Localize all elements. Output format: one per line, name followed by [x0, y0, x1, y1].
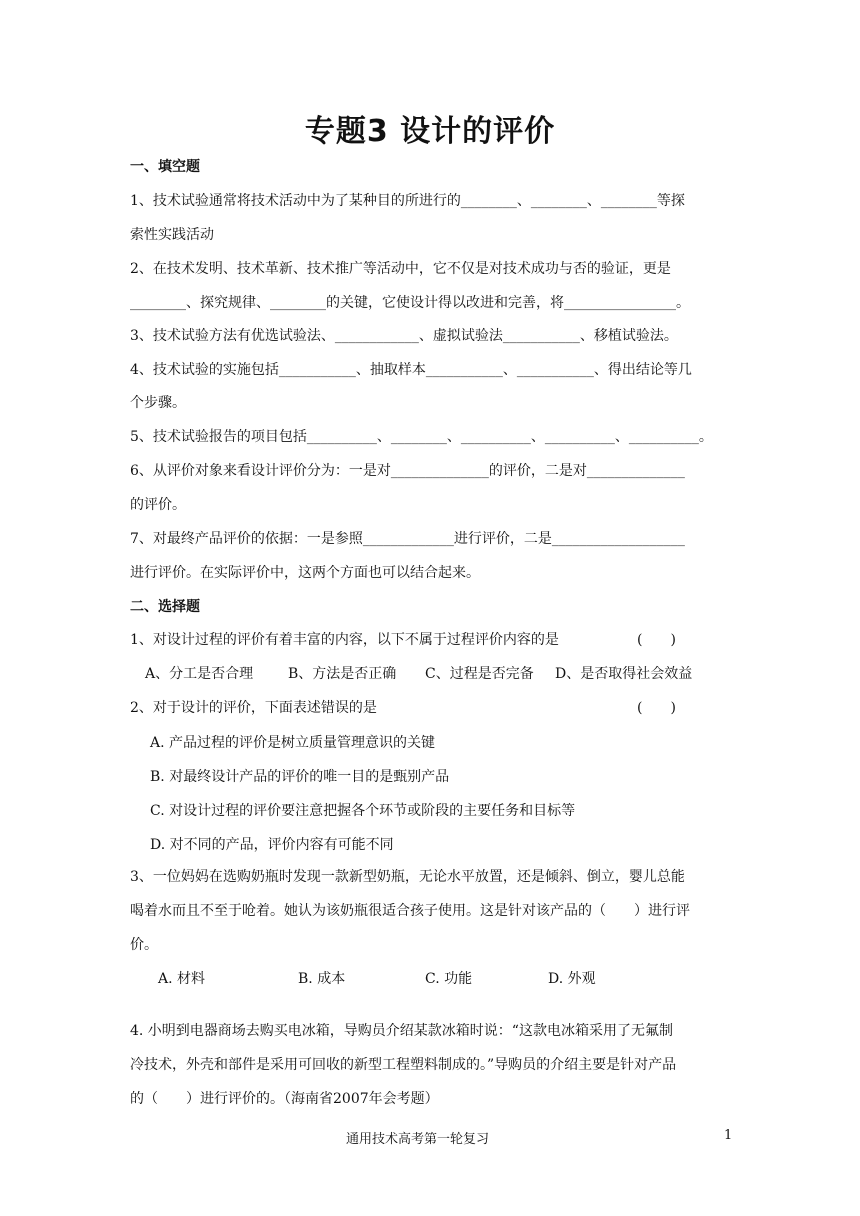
option-a: A. 产品过程的评价是树立质量管理意识的关键 [150, 735, 436, 751]
answer-paren: ( ) [637, 700, 676, 716]
option-b: B. 对最终设计产品的评价的唯一目的是甄别产品 [150, 769, 450, 785]
question-line: ________、探究规律、________的关键，它使设计得以改进和完善，将________________。 [130, 295, 690, 311]
option-c: C、过程是否完备 [425, 666, 534, 682]
option-d: D、是否取得社会效益 [555, 666, 693, 682]
option-c: C. 功能 [425, 971, 473, 987]
question-line: 1、技术试验通常将技术活动中为了某种目的所进行的________、________、________等探 [130, 193, 685, 209]
section-heading-fill-blank: 一、填空题 [130, 159, 200, 175]
option-a: A、分工是否合理 [145, 666, 254, 682]
option-d: D. 外观 [548, 971, 596, 987]
footer-text: 通用技术高考第一轮复习 [346, 1132, 490, 1147]
question-4-line: 4. 小明到电器商场去购买电冰箱，导购员介绍某款冰箱时说：“这款电冰箱采用了无氟制 [130, 1023, 673, 1039]
option-b: B、方法是否正确 [288, 666, 397, 682]
option-d: D. 对不同的产品，评价内容有可能不同 [150, 837, 394, 853]
option-c: C. 对设计过程的评价要注意把握各个环节或阶段的主要任务和目标等 [150, 803, 576, 819]
question-4-line: 的（ ）进行评价的。（海南省2007年会考题） [130, 1091, 439, 1107]
option-a: A. 材料 [158, 971, 206, 987]
question-line: 5、技术试验报告的项目包括__________、________、__________、__________、__________。 [130, 429, 713, 445]
question-line: 7、对最终产品评价的依据：一是参照_____________进行评价，二是___________________ [130, 531, 685, 547]
question-line: 2、在技术发明、技术革新、技术推广等活动中，它不仅是对技术成功与否的验证，更是 [130, 261, 671, 277]
question-line: 的评价。 [130, 497, 186, 513]
answer-paren: ( ) [637, 632, 676, 648]
question-line: 3、技术试验方法有优选试验法、____________、虚拟试验法___________、移植试验法。 [130, 328, 678, 344]
question-3-line: 价。 [130, 937, 158, 953]
question-4-line: 冷技术，外壳和部件是采用可回收的新型工程塑料制成的。”导购员的介绍主要是针对产品 [130, 1057, 677, 1073]
question-3-line: 喝着水而且不至于呛着。她认为该奶瓶很适合孩子使用。这是针对该产品的（ ）进行评 [130, 903, 690, 919]
question-line: 进行评价。在实际评价中，这两个方面也可以结合起来。 [130, 565, 480, 581]
question-line: 6、从评价对象来看设计评价分为：一是对______________的评价，二是对______________ [130, 463, 685, 479]
question-3-line: 3、一位妈妈在选购奶瓶时发现一款新型奶瓶，无论水平放置，还是倾斜、倒立，婴儿总能 [130, 869, 685, 885]
question-line: 索性实践活动 [130, 227, 214, 243]
question-line: 个步骤。 [130, 395, 186, 411]
question-1-stem: 1、对设计过程的评价有着丰富的内容，以下不属于过程评价内容的是 [130, 632, 559, 648]
page-title: 专题3 设计的评价 [304, 114, 556, 149]
question-2-stem: 2、对于设计的评价，下面表述错误的是 [130, 700, 377, 716]
section-heading-choice: 二、选择题 [130, 599, 200, 615]
question-line: 4、技术试验的实施包括___________、抽取样本___________、___________、得出结论等几 [130, 362, 692, 378]
page-number: 1 [724, 1128, 733, 1143]
option-b: B. 成本 [298, 971, 346, 987]
